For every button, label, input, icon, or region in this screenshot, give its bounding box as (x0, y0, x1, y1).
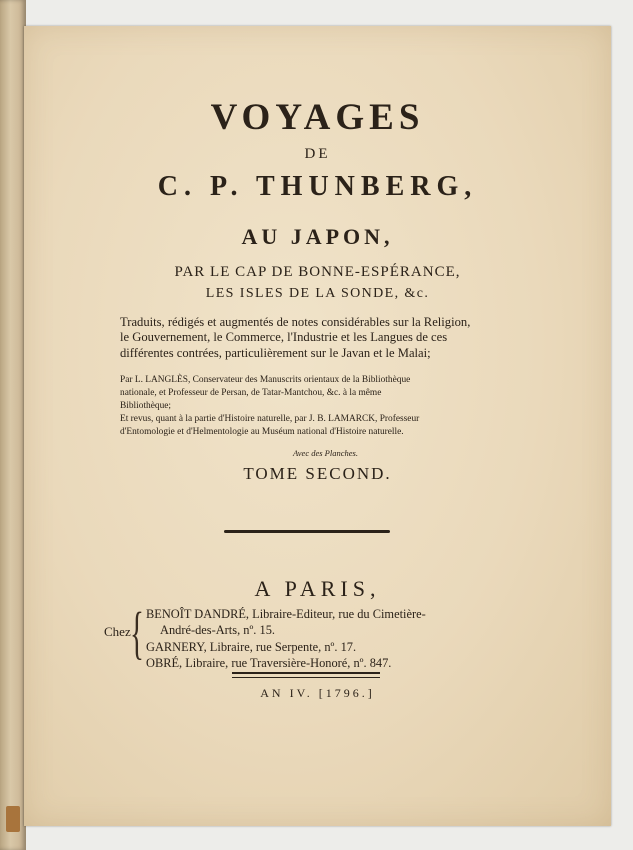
brace-icon: { (130, 600, 144, 665)
plates-note: Avec des Planches. (293, 448, 358, 458)
route-line-1: PAR LE CAP DE BONNE-ESPÉRANCE, (174, 264, 461, 280)
translator-line: Bibliothèque; (120, 401, 172, 412)
translator-paragraph (120, 374, 552, 413)
description-line: le Gouvernement, le Commerce, l'Industrie et les Langues de ces (120, 330, 448, 345)
publication-date: AN IV. [1796.] (260, 686, 375, 700)
description-paragraph (120, 315, 540, 361)
imprint-place: A PARIS, (254, 576, 381, 601)
double-rule (232, 672, 380, 678)
seller-line: GARNERY, Libraire, rue Serpente, nº. 17. (146, 639, 357, 654)
route-line-2: LES ISLES DE LA SONDE, &c. (205, 286, 430, 301)
reviser-paragraph (120, 413, 560, 439)
description-line: différentes contrées, particulièrement sur le Javan et le Malai; (120, 345, 431, 360)
decorative-rule (224, 530, 390, 533)
title-preposition: DE (304, 146, 331, 162)
author-name: C. P. THUNBERG, (157, 171, 478, 202)
volume-label: TOME SECOND. (243, 464, 392, 483)
binding-tab (6, 806, 20, 832)
destination: AU JAPON, (241, 224, 394, 249)
translator-line: Par L. LANGLÈS, Conservateur des Manuscrits orientaux de la Bibliothèque (120, 375, 411, 385)
page-title: VOYAGES (210, 97, 425, 138)
reviser-line: Et revus, quant à la partie d'Histoire naturelle, par J. B. LAMARCK, Professeur (120, 414, 420, 424)
description-line: Traduits, rédigés et augmentés de notes considérables sur la Religion, (120, 315, 471, 329)
sellers-list (146, 606, 426, 672)
seller-line: OBRÉ, Libraire, rue Traversière-Honoré, nº. 847. (146, 656, 392, 671)
reviser-line: d'Entomologie et d'Helmentologie au Muséum national d'Histoire naturelle. (120, 427, 404, 438)
chez-label: Chez (104, 624, 131, 639)
seller-line: BENOÎT DANDRÉ, Libraire-Editeur, rue du Cimetière- (146, 607, 426, 621)
seller-line: André-des-Arts, nº. 15. (160, 623, 275, 638)
title-page (24, 26, 611, 826)
book-binding (0, 0, 26, 850)
translator-line: nationale, et Professeur de Persan, de Tatar-Mantchou, &c. à la même (120, 388, 382, 399)
